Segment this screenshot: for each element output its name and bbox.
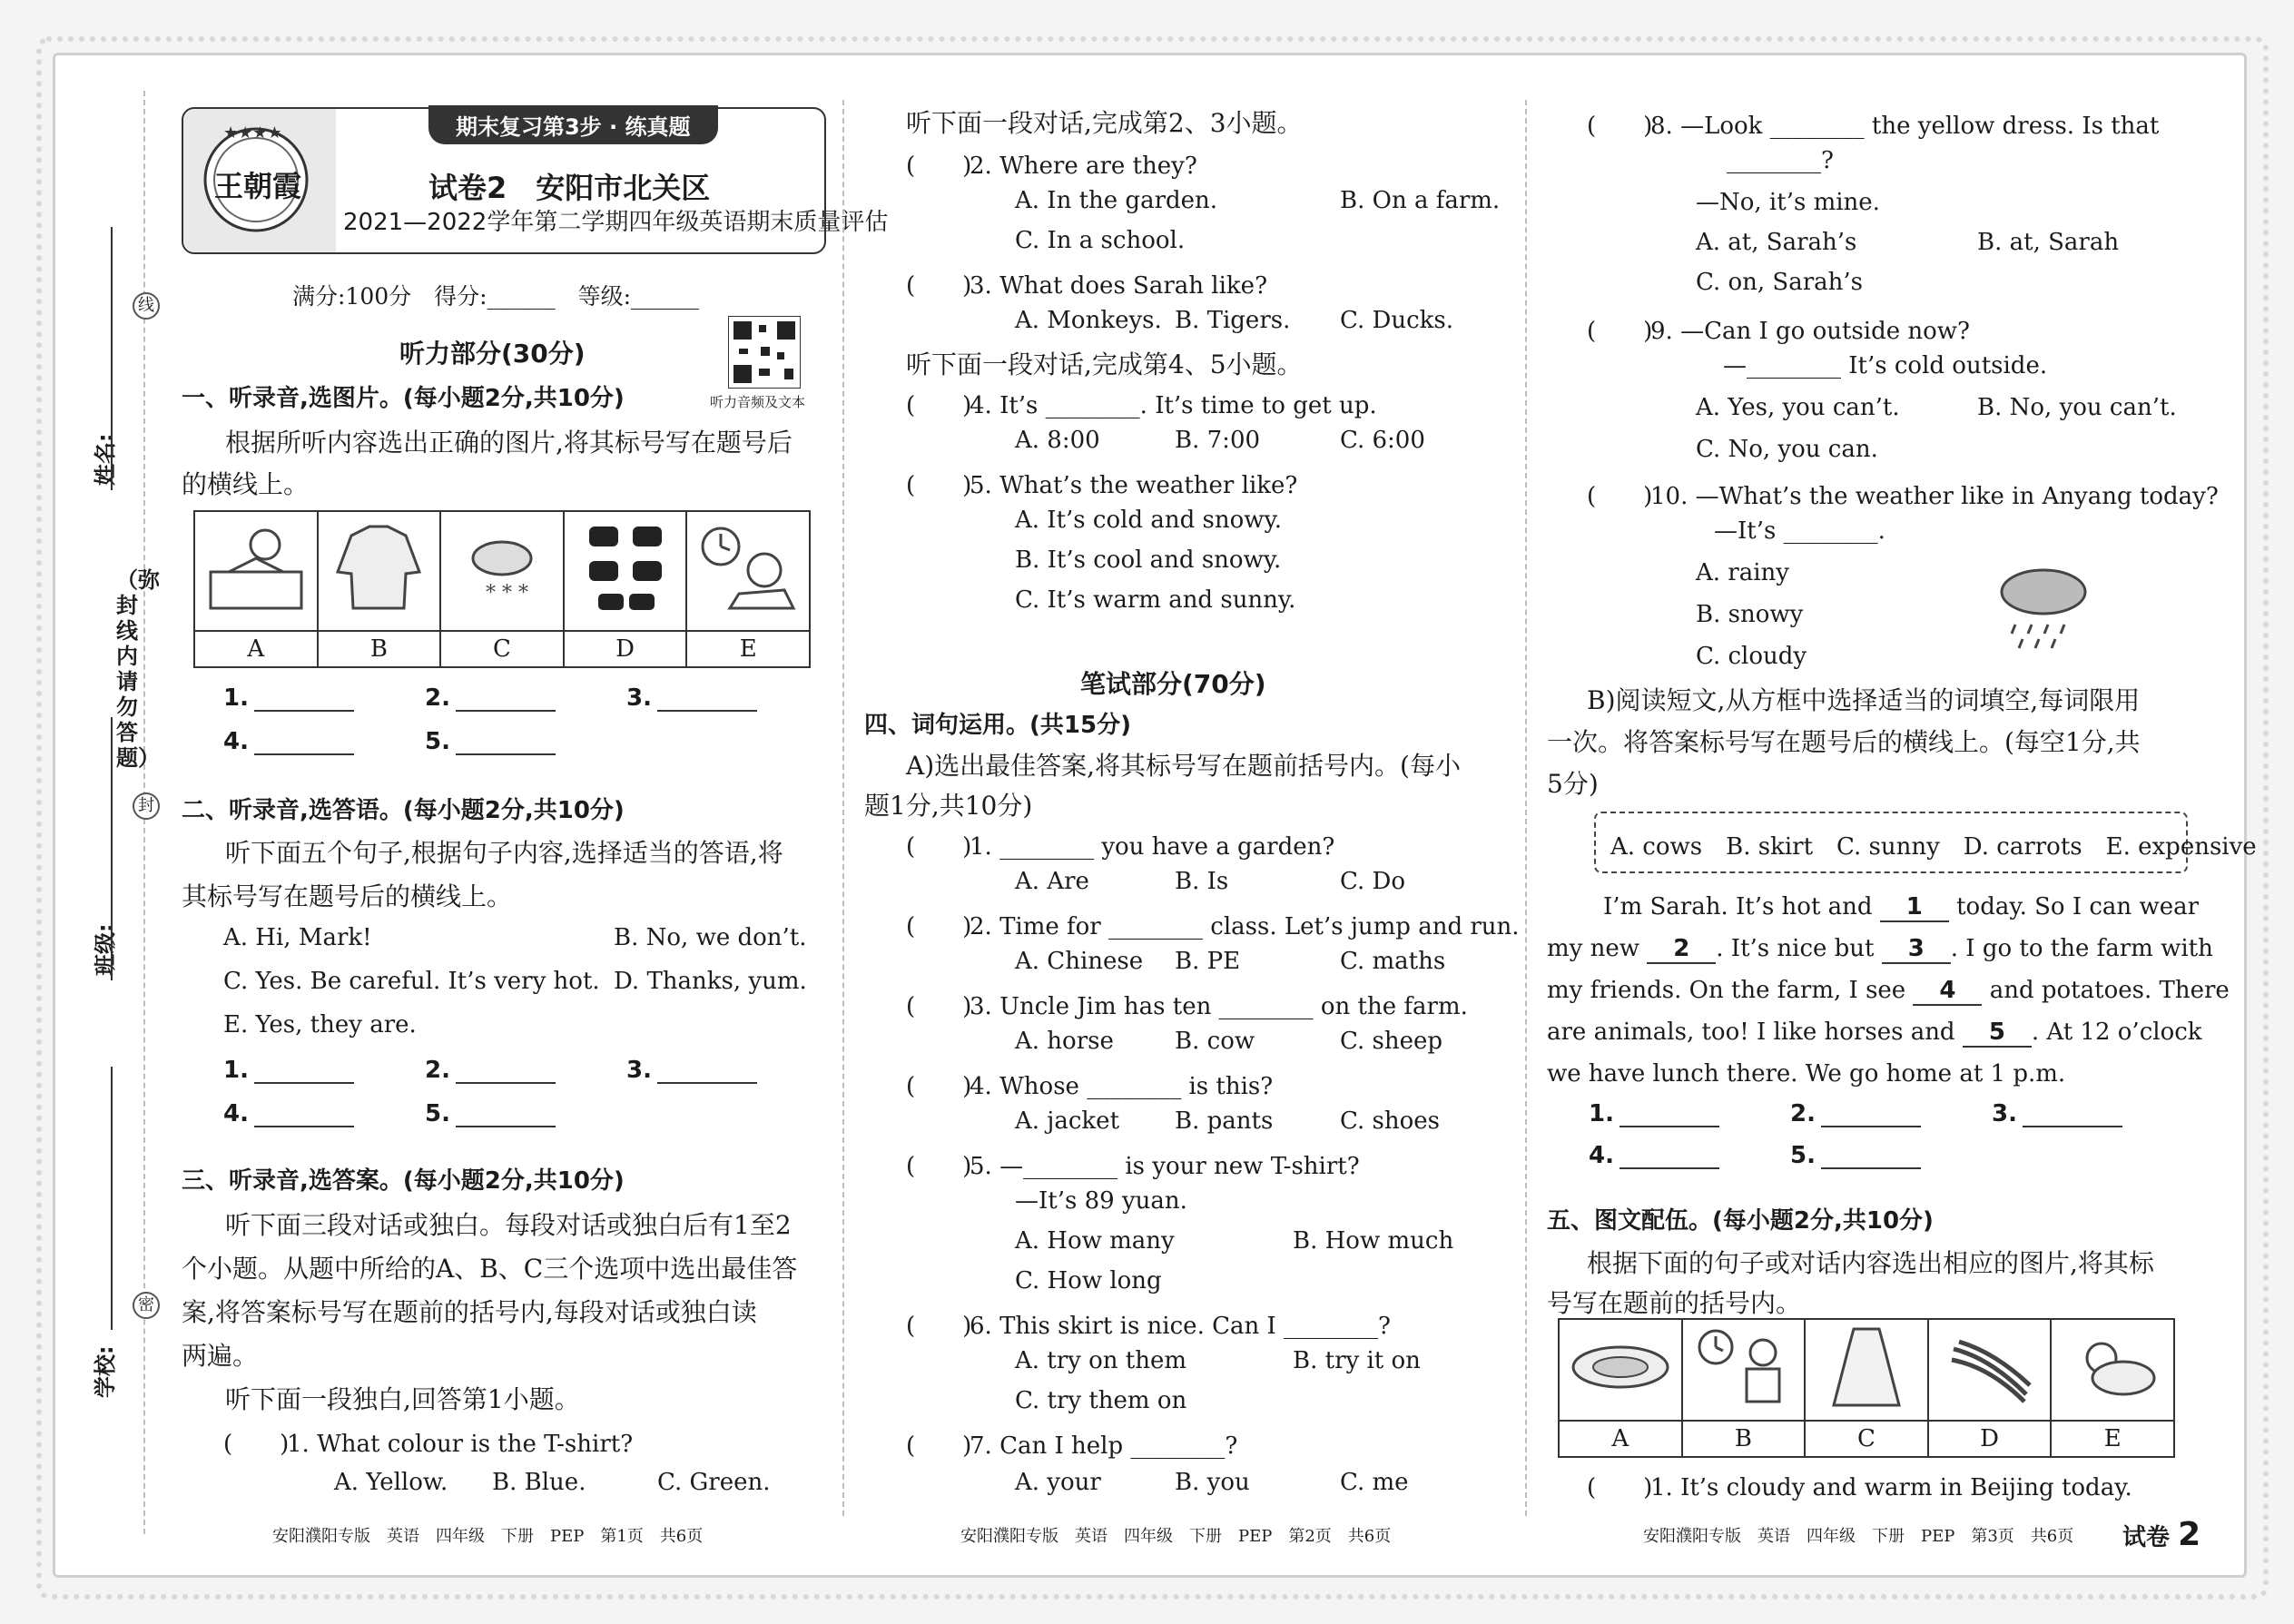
passage-line-2 <box>1547 935 2213 964</box>
w2-paren[interactable]: ( ) <box>906 913 972 940</box>
w4-text: 4. Whose ________ is this? <box>970 1073 1274 1100</box>
passage-blank-2[interactable]: 2 <box>1647 935 1716 964</box>
sub-instruction-4-5: 听下面一段对话,完成第4、5小题。 <box>906 349 1303 379</box>
s2-instruction-2: 其标号写在题号后的横线上。 <box>182 881 513 911</box>
s2-num-1: 1. <box>223 1057 249 1084</box>
s1-num-5: 5. <box>425 728 450 755</box>
s2-num-3: 3. <box>626 1057 652 1084</box>
pic-d-sunglasses <box>564 511 687 631</box>
w4-option-b: B. pants <box>1175 1107 1274 1135</box>
q3-text: 3. What does Sarah like? <box>970 272 1268 300</box>
passage-line-4 <box>1547 1019 2202 1048</box>
pic-c-dress <box>1805 1319 1928 1421</box>
header-box <box>182 107 889 254</box>
q2-paren[interactable]: ( ) <box>906 153 972 180</box>
column-divider-1 <box>842 100 844 1516</box>
w10-option-c: C. cloudy <box>1696 643 1807 670</box>
qr-caption: 听力音频及文本 <box>710 394 806 410</box>
step-badge: 期末复习第3步 · 练真题 <box>428 105 718 144</box>
column-divider-2 <box>1525 100 1527 1516</box>
pic-a-plate <box>1559 1319 1682 1421</box>
w3-paren[interactable]: ( ) <box>906 993 972 1020</box>
w8-reply: —No, it’s mine. <box>1696 189 1880 216</box>
pic-label-e: E <box>686 631 810 667</box>
s4-instruction: A)选出最佳答案,将其标号写在题前括号内。(每小 <box>906 751 1461 781</box>
s2-num-4: 4. <box>223 1100 249 1127</box>
paper-number-value: 2 <box>2178 1516 2201 1553</box>
paper-number-label: 试卷 <box>2122 1524 2171 1551</box>
logo-panel <box>183 109 336 252</box>
pic-e-sun-cloud <box>2051 1319 2174 1421</box>
w8-text: 8. —Look ________ the yellow dress. Is that <box>1650 113 2160 140</box>
school-label: 学校: <box>93 1345 118 1398</box>
s1-answer-1[interactable] <box>254 710 354 712</box>
w8-option-a: A. at, Sarah’s <box>1696 229 1857 256</box>
w2-option-b: B. PE <box>1175 948 1241 975</box>
passage-1b: today. So I can wear <box>1956 893 2200 920</box>
w1-option-c: C. Do <box>1340 868 1405 895</box>
w8-paren[interactable]: ( ) <box>1587 113 1653 140</box>
pic-b-sweater <box>318 511 441 631</box>
rain-cloud-icon <box>1994 559 2093 650</box>
passage-3a: my friends. On the farm, I see <box>1547 977 1906 1004</box>
passage-blank-1[interactable]: 1 <box>1880 893 1949 922</box>
w6-option-b: B. try it on <box>1293 1347 1421 1374</box>
s4-title: 四、词句运用。(共15分) <box>864 712 1131 739</box>
w6-paren[interactable]: ( ) <box>906 1313 972 1340</box>
q3-paren[interactable]: ( ) <box>906 272 972 300</box>
name-line[interactable] <box>111 227 113 490</box>
s1-title: 一、听录音,选图片。(每小题2分,共10分) <box>182 385 625 412</box>
s5-pic-label-d: D <box>1928 1421 2052 1457</box>
word-box-text: A. cows B. skirt C. sunny D. carrots E. expensive <box>1610 833 2257 861</box>
sub-instruction-2-3: 听下面一段对话,完成第2、3小题。 <box>906 108 1303 138</box>
paper-title: 试卷2 安阳市北关区 <box>428 171 711 205</box>
passage-4a: are animals, too! I like horses and <box>1547 1019 1955 1046</box>
s2-instruction: 听下面五个句子,根据句子内容,选择适当的答语,将 <box>225 838 783 868</box>
w3-option-c: C. sheep <box>1340 1028 1443 1055</box>
s3-instruction-2: 个小题。从题中所给的A、B、C三个选项中选出最佳答 <box>182 1254 798 1284</box>
q4-option-c: C. 6:00 <box>1340 427 1425 454</box>
w8-option-b: B. at, Sarah <box>1977 229 2120 256</box>
binding-feng: 封 <box>133 792 160 820</box>
s1-num-3: 3. <box>626 684 652 712</box>
passage-4b: . At 12 o’clock <box>2031 1019 2202 1046</box>
w10-option-a: A. rainy <box>1696 559 1789 586</box>
s2-option-d: D. Thanks, yum. <box>614 968 807 995</box>
w5-paren[interactable]: ( ) <box>906 1153 972 1180</box>
q3-option-a: A. Monkeys. <box>1015 307 1162 334</box>
q1-paren[interactable]: ( ) <box>223 1431 290 1458</box>
w7-text: 7. Can I help ________? <box>970 1432 1238 1460</box>
binding-note: （弥封线内请勿答题） <box>116 567 160 771</box>
pic-label-c: C <box>440 631 564 667</box>
s1-answer-5[interactable] <box>456 753 556 755</box>
q5-option-a: A. It’s cold and snowy. <box>1015 507 1282 534</box>
s3-sub-instruction: 听下面一段独白,回答第1小题。 <box>225 1384 580 1414</box>
word-box <box>1594 812 2257 873</box>
s5-instruction-2: 号写在题前的括号内。 <box>1547 1288 1802 1318</box>
w2-option-a: A. Chinese <box>1015 948 1144 975</box>
q5-option-c: C. It’s warm and sunny. <box>1015 586 1296 614</box>
s5-pic-label-a: A <box>1559 1421 1682 1457</box>
q3-option-b: B. Tigers. <box>1175 307 1291 334</box>
w8-text-2: ________? <box>1727 147 1834 174</box>
partB-answer-5[interactable] <box>1821 1167 1921 1169</box>
s2-num-5: 5. <box>425 1100 450 1127</box>
w1-option-a: A. Are <box>1015 868 1089 895</box>
s2-answer-3[interactable] <box>657 1082 757 1084</box>
w7-option-a: A. your <box>1015 1469 1101 1496</box>
pic-d-green-beans <box>1928 1319 2052 1421</box>
w5-text: 5. —________ is your new T-shirt? <box>970 1153 1360 1180</box>
w10-reply: —It’s ________. <box>1714 517 1885 545</box>
passage-line-5: we have lunch there. We go home at 1 p.m. <box>1547 1060 2066 1088</box>
svg-text:★★★★: ★★★★ <box>223 123 282 143</box>
partB-answer-4[interactable] <box>1620 1167 1719 1169</box>
s3-instruction-1: 听下面三段对话或独白。每段对话或独白后有1至2 <box>225 1210 792 1240</box>
pic-b-boy-clock <box>1682 1319 1806 1421</box>
w10-text: 10. —What’s the weather like in Anyang today? <box>1650 483 2219 510</box>
w6-text: 6. This skirt is nice. Can I ________? <box>970 1313 1391 1340</box>
w7-option-c: C. me <box>1340 1469 1409 1496</box>
footer-page-3: 安阳濮阳专版 英语 四年级 下册 PEP 第3页 共6页 <box>1643 1527 2074 1546</box>
s5-pic-label-e: E <box>2051 1421 2174 1457</box>
w5-reply: —It’s 89 yuan. <box>1015 1187 1187 1215</box>
q4-paren[interactable]: ( ) <box>906 392 972 419</box>
w9-option-a: A. Yes, you can’t. <box>1696 394 1900 421</box>
w4-option-a: A. jacket <box>1015 1107 1120 1135</box>
passage-blank-5[interactable]: 5 <box>1963 1019 2032 1048</box>
q1-option-c: C. Green. <box>657 1469 771 1496</box>
s3-title: 三、听录音,选答案。(每小题2分,共10分) <box>182 1167 625 1195</box>
partB-instruction: B)阅读短文,从方框中选择适当的词填空,每词限用 <box>1587 685 2141 715</box>
score-line: 满分:100分 得分:______ 等级:______ <box>292 283 699 310</box>
q5-text: 5. What’s the weather like? <box>970 472 1298 499</box>
footer-page-2: 安阳濮阳专版 英语 四年级 下册 PEP 第2页 共6页 <box>960 1527 1392 1546</box>
passage-2b: . It’s nice but <box>1716 935 1875 962</box>
s2-title: 二、听录音,选答语。(每小题2分,共10分) <box>182 797 625 824</box>
s2-option-a: A. Hi, Mark! <box>223 924 372 951</box>
w9-paren[interactable]: ( ) <box>1587 318 1653 345</box>
s5-pic-label-b: B <box>1682 1421 1806 1457</box>
partB-answer-1[interactable] <box>1620 1126 1719 1127</box>
q1-option-b: B. Blue. <box>492 1469 586 1496</box>
s4-instruction-2: 题1分,共10分) <box>864 791 1033 821</box>
pic-a-girl-bed <box>194 511 318 631</box>
s1-num-1: 1. <box>223 684 249 712</box>
svg-text:* * *: * * * <box>485 582 528 605</box>
s1-picture-table <box>193 510 811 668</box>
pic-label-b: B <box>318 631 441 667</box>
q1-text: 1. What colour is the T-shirt? <box>287 1431 634 1458</box>
partB-instruction-2: 一次。将答案标号写在题号后的横线上。(每空1分,共 <box>1547 727 2141 757</box>
written-title: 笔试部分(70分) <box>1080 669 1266 699</box>
passage-1a: I’m Sarah. It’s hot and <box>1603 893 1873 920</box>
logo-text: 王朝霞 <box>214 169 302 203</box>
w9-option-b: B. No, you can’t. <box>1977 394 2177 421</box>
pic-label-d: D <box>564 631 687 667</box>
pic-label-a: A <box>194 631 318 667</box>
s1-answer-3[interactable] <box>657 710 757 712</box>
w2-option-c: C. maths <box>1340 948 1446 975</box>
w3-option-a: A. horse <box>1015 1028 1114 1055</box>
partB-instruction-3: 5分) <box>1547 769 1599 799</box>
paper-number <box>2122 1516 2200 1553</box>
name-label: 姓名: <box>93 433 118 486</box>
q2-option-b: B. On a farm. <box>1340 187 1501 214</box>
w9-reply: —________ It’s cold outside. <box>1723 352 2048 379</box>
s3-instruction-3: 案,将答案标号写在题前的括号内,每段对话或独白读 <box>182 1297 757 1327</box>
w7-option-b: B. you <box>1175 1469 1250 1496</box>
passage-2a: my new <box>1547 935 1639 962</box>
w7-paren[interactable]: ( ) <box>906 1432 972 1460</box>
s1-instruction-2: 的横线上。 <box>182 469 310 499</box>
s1-num-4: 4. <box>223 728 249 755</box>
q2-option-a: A. In the garden. <box>1015 187 1218 214</box>
binding-mi: 密 <box>133 1292 160 1319</box>
partB-answer-2[interactable] <box>1821 1126 1921 1127</box>
s2-answer-4[interactable] <box>254 1126 354 1127</box>
q4-option-b: B. 7:00 <box>1175 427 1261 454</box>
w9-text: 9. —Can I go outside now? <box>1650 318 1970 345</box>
q4-option-a: A. 8:00 <box>1015 427 1100 454</box>
passage-2c: . I go to the farm with <box>1950 935 2213 962</box>
w5-option-b: B. How much <box>1293 1227 1454 1255</box>
q4-text: 4. It’s ________. It’s time to get up. <box>970 392 1377 419</box>
q1-option-a: A. Yellow. <box>334 1469 448 1496</box>
m1-text: 1. It’s cloudy and warm in Beijing today. <box>1650 1474 2132 1501</box>
q3-option-c: C. Ducks. <box>1340 307 1454 334</box>
w3-option-b: B. cow <box>1175 1028 1255 1055</box>
s2-num-2: 2. <box>425 1057 450 1084</box>
w4-option-c: C. shoes <box>1340 1107 1440 1135</box>
w8-option-c: C. on, Sarah’s <box>1696 269 1864 296</box>
s2-answer-1[interactable] <box>254 1082 354 1084</box>
s5-picture-table <box>1558 1318 2175 1458</box>
school-line[interactable] <box>111 1067 113 1330</box>
q2-text: 2. Where are they? <box>970 153 1197 180</box>
s2-option-b: B. No, we don’t. <box>614 924 807 951</box>
partB-answer-3[interactable] <box>2023 1126 2122 1127</box>
w10-paren[interactable]: ( ) <box>1587 483 1653 510</box>
w1-paren[interactable]: ( ) <box>906 833 972 861</box>
w5-option-a: A. How many <box>1015 1227 1175 1255</box>
w10-option-b: B. snowy <box>1696 601 1804 628</box>
listening-title: 听力部分(30分) <box>399 339 586 369</box>
q2-option-c: C. In a school. <box>1015 227 1186 254</box>
passage-line-1 <box>1603 893 2199 922</box>
q5-option-b: B. It’s cool and snowy. <box>1015 546 1282 574</box>
paper-subtitle: 2021—2022学年第二学期四年级英语期末质量评估 <box>343 209 889 236</box>
partB-num-3: 3. <box>1992 1100 2017 1127</box>
s5-title: 五、图文配伍。(每小题2分,共10分) <box>1547 1207 1934 1235</box>
pic-c-snow-cloud <box>440 511 564 631</box>
passage-blank-3[interactable]: 3 <box>1882 935 1951 964</box>
s5-instruction: 根据下面的句子或对话内容选出相应的图片,将其标 <box>1587 1248 2154 1278</box>
partB-num-4: 4. <box>1589 1142 1614 1169</box>
s2-option-e: E. Yes, they are. <box>223 1011 417 1038</box>
w1-text: 1. ________ you have a garden? <box>970 833 1335 861</box>
w1-option-b: B. Is <box>1175 868 1229 895</box>
passage-blank-4[interactable]: 4 <box>1913 977 1982 1006</box>
w3-text: 3. Uncle Jim has ten ________ on the farm. <box>970 993 1468 1020</box>
partB-num-1: 1. <box>1589 1100 1614 1127</box>
m1-paren[interactable]: ( ) <box>1587 1474 1653 1501</box>
s2-answer-2[interactable] <box>456 1082 556 1084</box>
s1-instruction: 根据所听内容选出正确的图片,将其标号写在题号后 <box>225 428 793 458</box>
class-line[interactable] <box>111 717 113 980</box>
s1-num-2: 2. <box>425 684 450 712</box>
partB-num-2: 2. <box>1790 1100 1816 1127</box>
w5-option-c: C. How long <box>1015 1267 1162 1294</box>
footer-page-1: 安阳濮阳专版 英语 四年级 下册 PEP 第1页 共6页 <box>272 1527 704 1546</box>
passage-3b: and potatoes. There <box>1989 977 2230 1004</box>
pic-e-clock-boy <box>686 511 810 631</box>
w9-option-c: C. No, you can. <box>1696 436 1878 463</box>
passage-line-3 <box>1547 977 2230 1006</box>
w6-option-c: C. try them on <box>1015 1387 1187 1414</box>
s2-answer-5[interactable] <box>456 1126 556 1127</box>
w4-paren[interactable]: ( ) <box>906 1073 972 1100</box>
s5-pic-label-c: C <box>1805 1421 1928 1457</box>
partB-num-5: 5. <box>1790 1142 1816 1169</box>
w2-text: 2. Time for ________ class. Let’s jump and run. <box>970 913 1520 940</box>
s1-answer-4[interactable] <box>254 753 354 755</box>
s2-option-c: C. Yes. Be careful. It’s very hot. <box>223 968 600 995</box>
w6-option-a: A. try on them <box>1015 1347 1187 1374</box>
q5-paren[interactable]: ( ) <box>906 472 972 499</box>
s1-answer-2[interactable] <box>456 710 556 712</box>
binding-xian: 线 <box>133 292 160 320</box>
class-label: 班级: <box>93 923 118 976</box>
qr-code-icon[interactable] <box>728 316 801 389</box>
s3-instruction-4: 两遍。 <box>182 1341 259 1371</box>
